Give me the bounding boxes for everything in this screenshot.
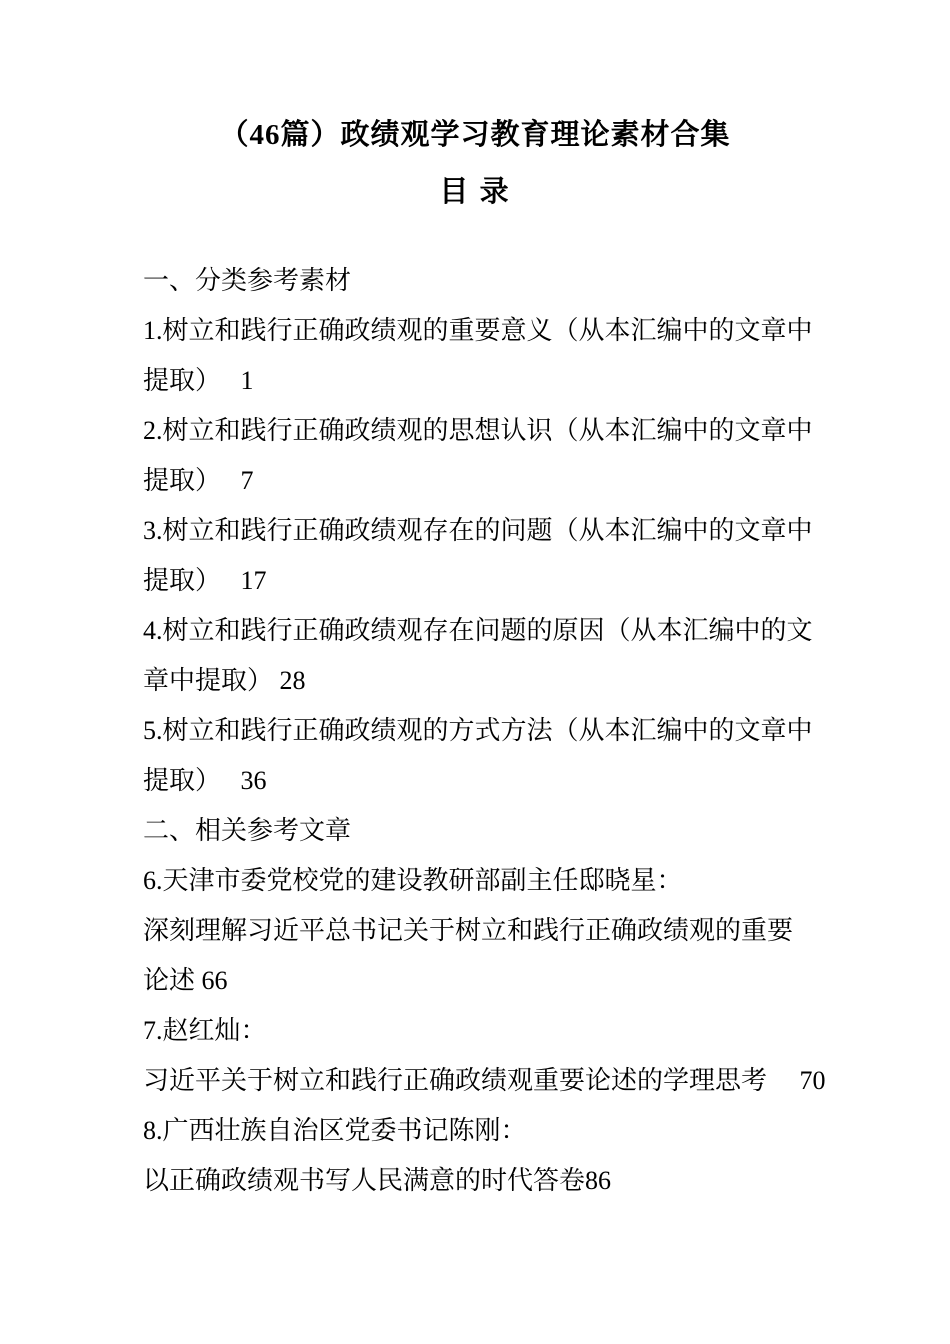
toc-entry-line: 4.树立和践行正确政绩观存在问题的原因（从本汇编中的文 [143,615,813,645]
toc-entry-line: 1.树立和践行正确政绩观的重要意义（从本汇编中的文章中 [143,315,813,345]
document-title: （46篇）政绩观学习教育理论素材合集 [219,119,731,151]
toc-entry-line: 习近平关于树立和践行正确政绩观重要论述的学理思考 70 [143,1065,826,1095]
toc-entry-line: 以正确政绩观书写人民满意的时代答卷86 [143,1165,612,1195]
toc-entry-line: 3.树立和践行正确政绩观存在的问题（从本汇编中的文章中 [143,515,813,545]
toc-entry-line: 提取） 7 [143,465,254,495]
toc-entry-line: 提取） 36 [143,765,267,795]
toc-entry-line: 提取） 17 [143,565,267,595]
toc-entry-line: 章中提取） 28 [143,665,306,695]
toc-entry-line: 论述 66 [143,965,228,995]
toc-section-heading: 二、相关参考文章 [143,815,352,845]
toc-entry-line: 深刻理解习近平总书记关于树立和践行正确政绩观的重要 [143,915,794,945]
toc-entry-line: 5.树立和践行正确政绩观的方式方法（从本汇编中的文章中 [143,715,813,745]
toc-entry-line: 8.广西壮族自治区党委书记陈刚： [143,1115,527,1145]
toc-entry-line: 7.赵红灿： [143,1015,267,1045]
toc-entry-line: 提取） 1 [143,365,254,395]
toc-entry-line: 6.天津市委党校党的建设教研部副主任邸晓星： [143,865,683,895]
toc-entry-line: 2.树立和践行正确政绩观的思想认识（从本汇编中的文章中 [143,415,813,445]
toc-heading: 目 录 [439,175,511,208]
toc-section-heading: 一、分类参考素材 [143,265,352,295]
toc-list [0,256,950,1206]
